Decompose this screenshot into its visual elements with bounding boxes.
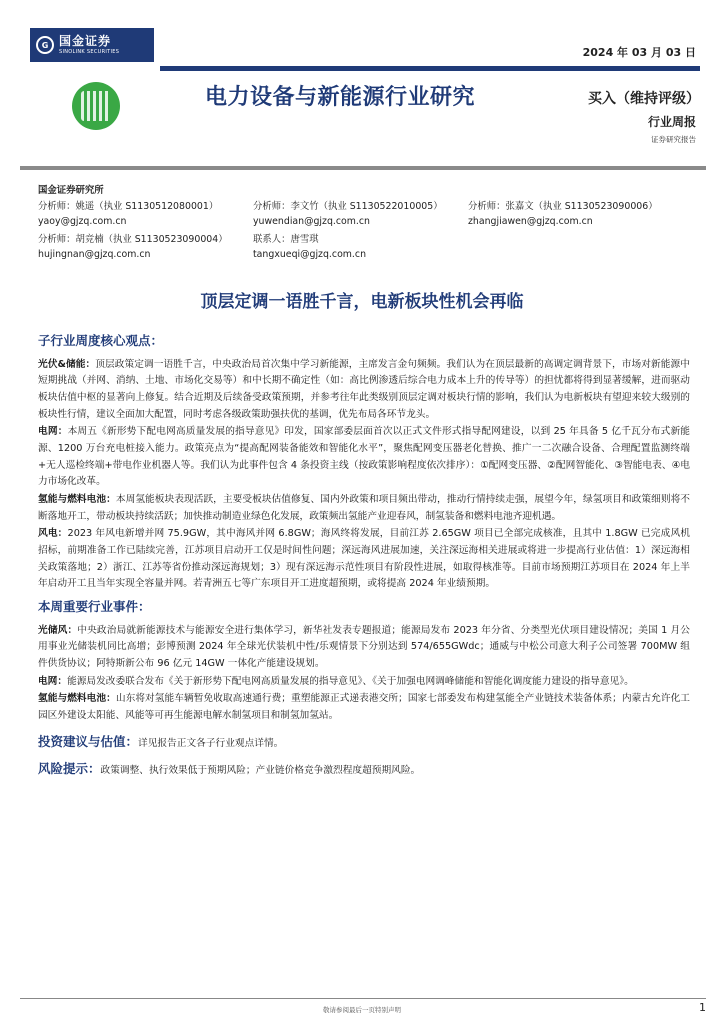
author-email[interactable]: yaoy@gjzq.com.cn (38, 215, 127, 227)
report-subtype: 证券研究报告 (651, 135, 696, 144)
core-para-grid: 电网：本周五《新形势下配电网高质量发展的指导意见》印发，国家部委层面首次以正式文件形式指导配网建设，以到 25 年具备 5 亿千瓦分布式新能源、1200 万台充电桩接入能力。政策亮点为“提高配网装备能效和智能化水平”，聚焦配网变压器老化替换、推广一二次融合设备、合理配置监测终端+无人巡检终端+带电作业机器人等。我们认为此事件包含 4 条投资主线（按政策影响程度依次排序）：①配网变压器、②配网智能化、③智能电表、④电力市场化改革。 (38, 426, 690, 488)
invest-advice: 投资建议与估值：详见报告正文各子行业观点详情。 (38, 733, 284, 749)
author-email[interactable]: tangxueqi@gjzq.com.cn (253, 248, 367, 260)
qr-code-icon (72, 82, 120, 130)
event-para-grid: 电网：能源局发改委联合发布《关于新形势下配电网高质量发展的指导意见》、《关于加强电网调峰储能和智能化调度能力建设的指导意见》。 (38, 675, 634, 687)
core-para-hydrogen: 氢能与燃料电池：本周氢能板块表现活跃，主要受板块估值修复、国内外政策和项目频出带动，推动行情持续走强，展望今年，绿氢项目和政策细则将不断落地开工，带动板块持续活跃；加快推动制造业绿色化发展，政策频出氢能产业迎春风，制氢装备和燃料电池齐迎机遇。 (38, 494, 690, 522)
author-name: 分析师：张嘉文（执业 S1130523090006） (468, 201, 658, 212)
brand-english-name: SINOLINK SECURITIES (59, 49, 120, 55)
author-name: 分析师：胡竞楠（执业 S1130523090004） (38, 234, 228, 246)
author-name: 联系人：唐雪琪 (253, 234, 319, 246)
institute-name: 国金证券研究所 (38, 185, 104, 196)
page-number: 1 (699, 1001, 706, 1014)
author-name: 分析师：李文竹（执业 S1130522010005） (253, 201, 443, 212)
events-heading: 本周重要行业事件： (38, 599, 151, 615)
author-entry (253, 200, 468, 229)
author-entry (468, 200, 683, 229)
report-date: 2024 年 03 月 03 日 (582, 46, 696, 59)
author-entry (38, 233, 253, 262)
footer-disclaimer: 敬请参阅最后一页特别声明 (323, 1006, 401, 1014)
report-body (38, 330, 690, 780)
brand-name: 国金证券 (59, 34, 112, 48)
author-email[interactable]: yuwendian@gjzq.com.cn (253, 215, 370, 227)
event-para-pv-wind: 光储风：中央政治局就新能源技术与能源安全进行集体学习，新华社发表专题报道；能源局发布 2023 年分省、分类型光伏项目建设情况；美国 1 月公用事业光储装机同比高增；彭博预测 2024 年全球光伏装机中性/乐观情景下分别达到 574/655GWdc；通威与中松公司意大利子公司签署 700MW 组件供货协议；阿特斯新公布 96 亿元 14GW 一体化产能建设规划。 (38, 624, 690, 669)
author-email[interactable]: hujingnan@gjzq.com.cn (38, 248, 151, 260)
author-entry (253, 233, 468, 262)
event-para-hydrogen: 氢能与燃料电池：山东将对氢能车辆暂免收取高速通行费；重塑能源正式递表港交所；国家七部委发布构建氢能全产业链技术装备体系；内蒙古允许化工园区外建设太阳能、风能等可再生能源电解水制氢项目和制氢加氢站。 (38, 693, 690, 722)
report-type: 行业周报 (647, 115, 696, 129)
footer-divider (20, 998, 706, 999)
author-row (38, 200, 698, 229)
author-name: 分析师：姚遥（执业 S1130512080001） (38, 201, 219, 212)
core-views-heading: 子行业周度核心观点： (38, 333, 164, 348)
author-entry (38, 200, 253, 229)
core-para-wind: 风电：2023 年风电新增并网 75.9GW，其中海风并网 6.8GW；海风终将发展，目前江苏 2.65GW 项目已全部完成核准，且其中 1.8GW 已完成风机招标，前期准备工作已陆续完善，江苏项目启动开工仅是时间性问题；深远海风进展加速，关注深远海相关进展或将进一步提高行业估值：1）深远海相关政策落地；2）浙江、江苏等省份推动深远海规划；3）现有深远海示范性项目有阶段性进展，如取得核准等。目前市场预期江苏项目在 2024 年上半年启动开工且当年实现全容量并网。若青洲五七等广东项目开工进度超预期，或将提高 2024 年业绩预期。 (38, 528, 690, 590)
brand-logo-bar (30, 28, 154, 62)
risk-warning: 风险提示：政策调整、执行效果低于预期风险；产业链价格竞争激烈程度超预期风险。 (38, 761, 421, 777)
header-divider (160, 66, 700, 71)
author-block (38, 182, 698, 266)
rating-label: 买入（维持评级） (588, 91, 700, 107)
main-title: 顶层定调一语胜千言，电新板块性机会再临 (200, 292, 524, 312)
section-divider (20, 166, 706, 170)
author-email[interactable]: zhangjiawen@gjzq.com.cn (468, 215, 593, 227)
report-header (0, 0, 724, 165)
brand-emblem-icon: G (36, 36, 54, 54)
author-row (38, 233, 698, 262)
report-title: 电力设备与新能源行业研究 (205, 85, 476, 110)
core-para-pv-storage: 光伏&储能：顶层政策定调一语胜千言，中央政治局首次集中学习新能源，主席发言金句频频。我们认为在顶层最新的高调定调背景下，市场对新能源中短期挑战（并网、消纳、土地、市场化交易等）和中长期不确定性（如：高比例渗透后综合电力成本上升的传导等）的担忧都将得到显著缓解，进而驱动板块估值中枢的显著向上修复。结合近期及后续备受政策预期，并参考往年此类级别顶层定调对板块行情的影响，我们认为电新板块有望迎来较大级别的板块性行情，建议全面加大配置，同时考虑各级政策助强扶优的基调，优先布局各环节龙头。 (38, 358, 690, 420)
